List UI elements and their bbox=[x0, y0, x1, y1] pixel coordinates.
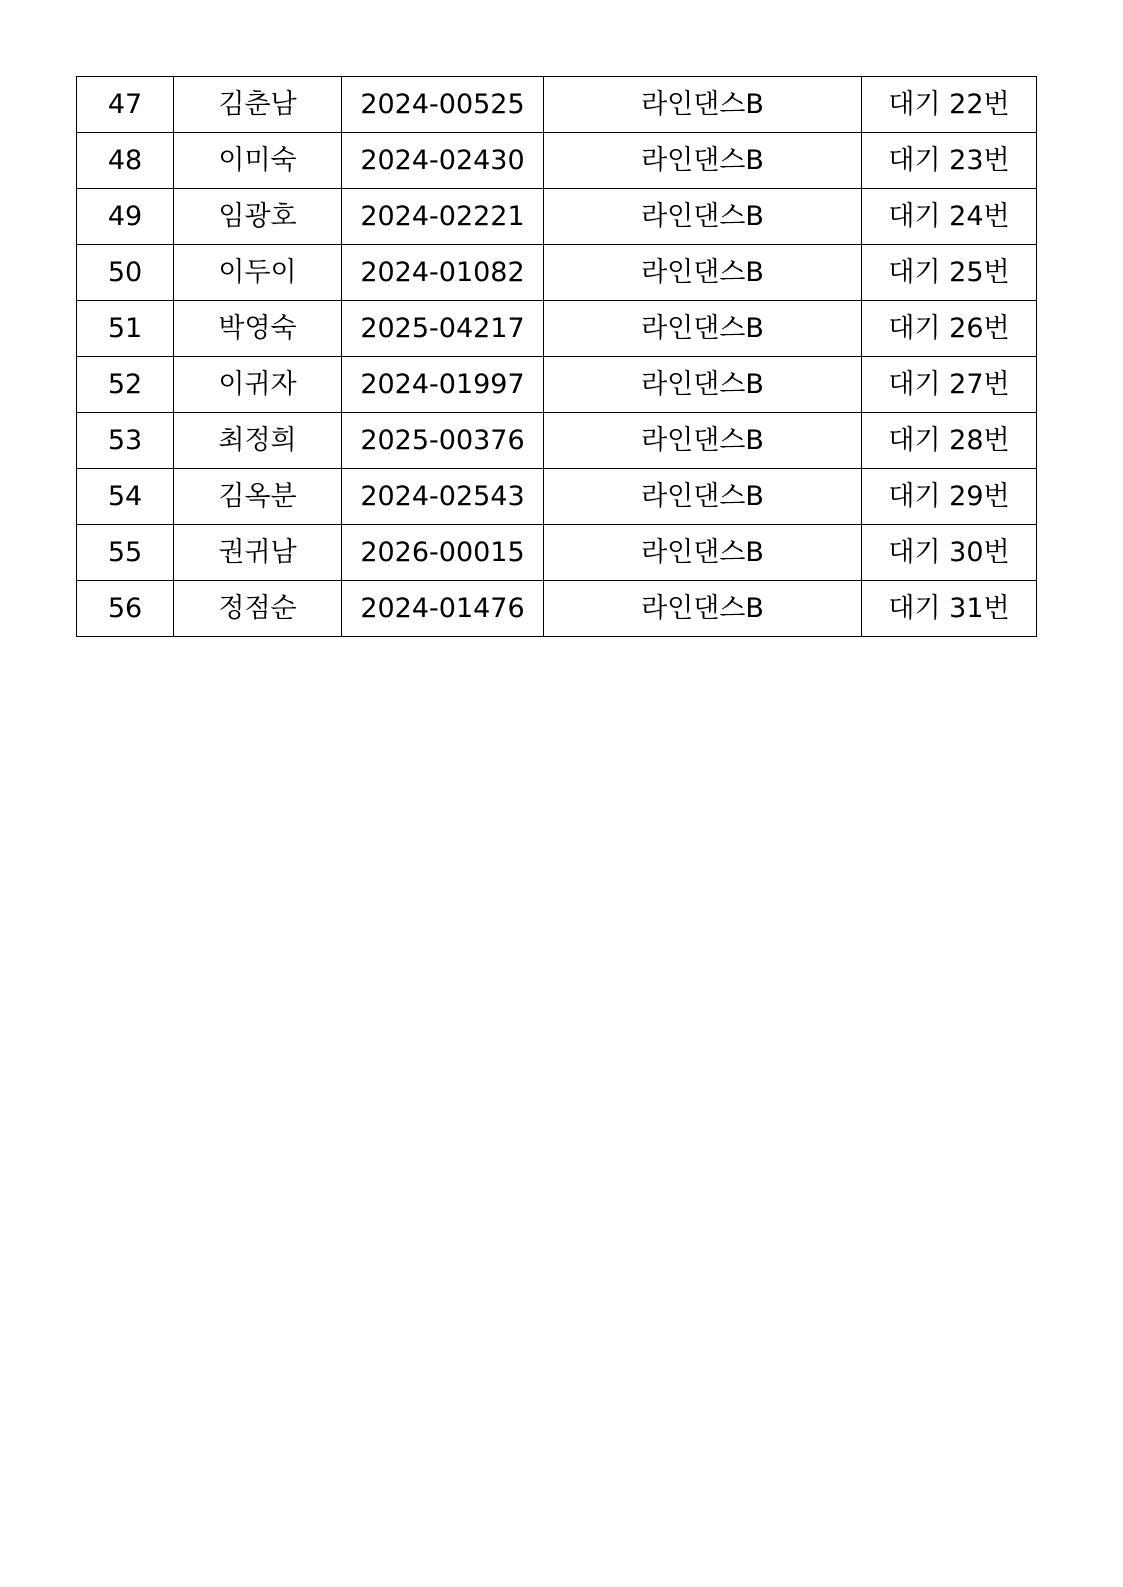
program-cell: 라인댄스B bbox=[544, 581, 862, 637]
member-id-cell: 2024-01082 bbox=[342, 245, 544, 301]
name-cell: 이미숙 bbox=[174, 133, 342, 189]
program-cell: 라인댄스B bbox=[544, 301, 862, 357]
member-id-cell: 2024-02543 bbox=[342, 469, 544, 525]
program-cell: 라인댄스B bbox=[544, 189, 862, 245]
program-cell: 라인댄스B bbox=[544, 413, 862, 469]
program-cell: 라인댄스B bbox=[544, 133, 862, 189]
row-number-cell: 47 bbox=[77, 77, 174, 133]
member-id-cell: 2024-00525 bbox=[342, 77, 544, 133]
table-row bbox=[77, 525, 1037, 581]
table-row bbox=[77, 469, 1037, 525]
row-number-cell: 48 bbox=[77, 133, 174, 189]
row-number-cell: 51 bbox=[77, 301, 174, 357]
table-row bbox=[77, 77, 1037, 133]
row-number-cell: 49 bbox=[77, 189, 174, 245]
member-id-cell: 2025-00376 bbox=[342, 413, 544, 469]
program-cell: 라인댄스B bbox=[544, 525, 862, 581]
table-row bbox=[77, 189, 1037, 245]
member-id-cell: 2024-02221 bbox=[342, 189, 544, 245]
waitlist-table bbox=[76, 76, 1037, 637]
name-cell: 김옥분 bbox=[174, 469, 342, 525]
name-cell: 정점순 bbox=[174, 581, 342, 637]
member-id-cell: 2024-02430 bbox=[342, 133, 544, 189]
name-cell: 이귀자 bbox=[174, 357, 342, 413]
row-number-cell: 54 bbox=[77, 469, 174, 525]
waitlist-cell: 대기 25번 bbox=[862, 245, 1037, 301]
waitlist-cell: 대기 29번 bbox=[862, 469, 1037, 525]
waitlist-cell: 대기 30번 bbox=[862, 525, 1037, 581]
table-row bbox=[77, 245, 1037, 301]
row-number-cell: 53 bbox=[77, 413, 174, 469]
name-cell: 최정희 bbox=[174, 413, 342, 469]
table-row bbox=[77, 133, 1037, 189]
member-id-cell: 2024-01997 bbox=[342, 357, 544, 413]
row-number-cell: 55 bbox=[77, 525, 174, 581]
table-row bbox=[77, 413, 1037, 469]
row-number-cell: 56 bbox=[77, 581, 174, 637]
name-cell: 임광호 bbox=[174, 189, 342, 245]
member-id-cell: 2024-01476 bbox=[342, 581, 544, 637]
waitlist-cell: 대기 26번 bbox=[862, 301, 1037, 357]
waitlist-cell: 대기 28번 bbox=[862, 413, 1037, 469]
table-row bbox=[77, 357, 1037, 413]
program-cell: 라인댄스B bbox=[544, 77, 862, 133]
name-cell: 김춘남 bbox=[174, 77, 342, 133]
row-number-cell: 52 bbox=[77, 357, 174, 413]
member-id-cell: 2025-04217 bbox=[342, 301, 544, 357]
waitlist-cell: 대기 31번 bbox=[862, 581, 1037, 637]
waitlist-cell: 대기 24번 bbox=[862, 189, 1037, 245]
program-cell: 라인댄스B bbox=[544, 469, 862, 525]
member-id-cell: 2026-00015 bbox=[342, 525, 544, 581]
name-cell: 이두이 bbox=[174, 245, 342, 301]
waitlist-cell: 대기 23번 bbox=[862, 133, 1037, 189]
program-cell: 라인댄스B bbox=[544, 357, 862, 413]
name-cell: 박영숙 bbox=[174, 301, 342, 357]
program-cell: 라인댄스B bbox=[544, 245, 862, 301]
waitlist-cell: 대기 22번 bbox=[862, 77, 1037, 133]
waitlist-cell: 대기 27번 bbox=[862, 357, 1037, 413]
table-row bbox=[77, 301, 1037, 357]
name-cell: 권귀남 bbox=[174, 525, 342, 581]
row-number-cell: 50 bbox=[77, 245, 174, 301]
table-row bbox=[77, 581, 1037, 637]
